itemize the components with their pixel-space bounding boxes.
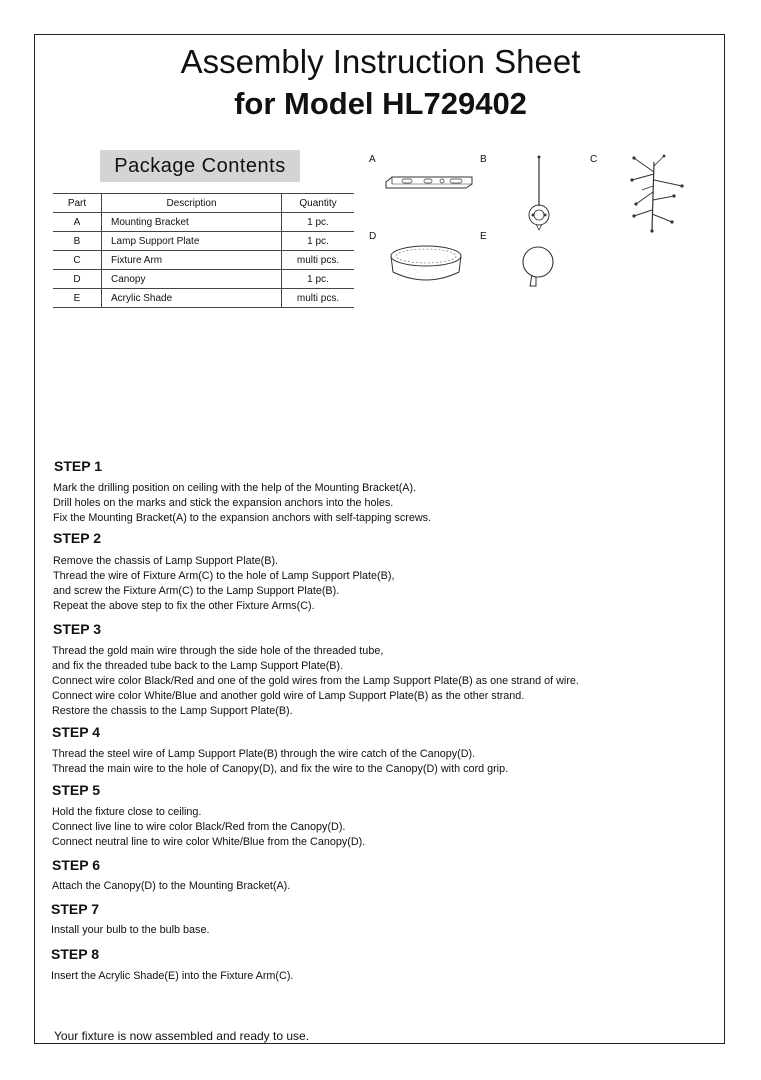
- closing-text: Your fixture is now assembled and ready to use.: [54, 1029, 310, 1043]
- step-line: Connect live line to wire color Black/Red from the Canopy(D).: [52, 821, 346, 833]
- step-heading: STEP 3: [53, 621, 101, 637]
- table-row: [53, 289, 354, 308]
- parts-table-header: [53, 194, 354, 213]
- part-description: Canopy: [102, 270, 282, 289]
- step-heading: STEP 7: [51, 901, 99, 917]
- step-line: Thread the wire of Fixture Arm(C) to the hole of Lamp Support Plate(B),: [53, 570, 395, 582]
- part-quantity: 1 pc.: [282, 213, 355, 232]
- step-line: Thread the steel wire of Lamp Support Plate(B) through the wire catch of the Canopy(D).: [52, 748, 476, 760]
- illustration-label-e: E: [480, 231, 487, 242]
- part-description: Fixture Arm: [102, 251, 282, 270]
- mounting-bracket-illustration: [384, 172, 476, 192]
- step-line: and screw the Fixture Arm(C) to the Lamp Support Plate(B).: [53, 585, 340, 597]
- part-quantity: 1 pc.: [282, 232, 355, 251]
- step-line: Connect wire color Black/Red and one of the gold wires from the Lamp Support Plate(B) as one strand of wire.: [52, 675, 579, 687]
- step-line: Fix the Mounting Bracket(A) to the expansion anchors with self-tapping screws.: [53, 512, 432, 524]
- model-title: for Model HL729402: [234, 86, 527, 121]
- fixture-arm-illustration: [624, 152, 690, 238]
- step-heading: STEP 4: [52, 724, 100, 740]
- part-description: Lamp Support Plate: [102, 232, 282, 251]
- acrylic-shade-illustration: [520, 244, 556, 290]
- step-heading: STEP 1: [54, 458, 102, 474]
- sheet-title: Assembly Instruction Sheet: [180, 43, 581, 80]
- step-line: and fix the threaded tube back to the Lamp Support Plate(B).: [52, 660, 344, 672]
- part-letter: D: [53, 270, 102, 289]
- header-description: Description: [102, 194, 282, 213]
- part-letter: A: [53, 213, 102, 232]
- step-line: Thread the gold main wire through the side hole of the threaded tube,: [52, 645, 384, 657]
- table-row: [53, 232, 354, 251]
- step-line: Connect neutral line to wire color White/Blue from the Canopy(D).: [52, 836, 366, 848]
- illustration-label-c: C: [590, 154, 598, 165]
- part-letter: E: [53, 289, 102, 308]
- step-line: Hold the fixture close to ceiling.: [52, 806, 202, 818]
- table-row: [53, 251, 354, 270]
- step-line: Thread the main wire to the hole of Canopy(D), and fix the wire to the Canopy(D) with cord grip.: [52, 763, 509, 775]
- step-line: Install your bulb to the bulb base.: [51, 924, 210, 936]
- step-heading: STEP 5: [52, 782, 100, 798]
- canopy-illustration: [389, 242, 463, 288]
- part-quantity: multi pcs.: [282, 289, 355, 308]
- part-letter: C: [53, 251, 102, 270]
- step-line: Connect wire color White/Blue and another gold wire of Lamp Support Plate(B) as the other strand.: [52, 690, 525, 702]
- step-line: Remove the chassis of Lamp Support Plate(B).: [53, 555, 279, 567]
- illustration-label-a: A: [369, 154, 376, 165]
- lamp-support-plate-illustration: [524, 154, 554, 236]
- step-line: Attach the Canopy(D) to the Mounting Bracket(A).: [52, 880, 291, 892]
- table-row: [53, 213, 354, 232]
- part-description: Acrylic Shade: [102, 289, 282, 308]
- step-heading: STEP 6: [52, 857, 100, 873]
- table-row: [53, 270, 354, 289]
- step-line: Restore the chassis to the Lamp Support Plate(B).: [52, 705, 293, 717]
- package-contents-label: Package Contents: [100, 150, 300, 182]
- header-part: Part: [53, 194, 102, 213]
- step-line: Repeat the above step to fix the other Fixture Arms(C).: [53, 600, 315, 612]
- header-quantity: Quantity: [282, 194, 355, 213]
- illustration-label-b: B: [480, 154, 487, 165]
- illustration-label-d: D: [369, 231, 377, 242]
- parts-table: [53, 193, 354, 308]
- step-line: Drill holes on the marks and stick the expansion anchors into the holes.: [53, 497, 394, 509]
- step-heading: STEP 8: [51, 946, 99, 962]
- part-quantity: multi pcs.: [282, 251, 355, 270]
- step-line: Mark the drilling position on ceiling with the help of the Mounting Bracket(A).: [53, 482, 417, 494]
- part-letter: B: [53, 232, 102, 251]
- step-line: Insert the Acrylic Shade(E) into the Fixture Arm(C).: [51, 970, 294, 982]
- part-quantity: 1 pc.: [282, 270, 355, 289]
- step-heading: STEP 2: [53, 530, 101, 546]
- part-description: Mounting Bracket: [102, 213, 282, 232]
